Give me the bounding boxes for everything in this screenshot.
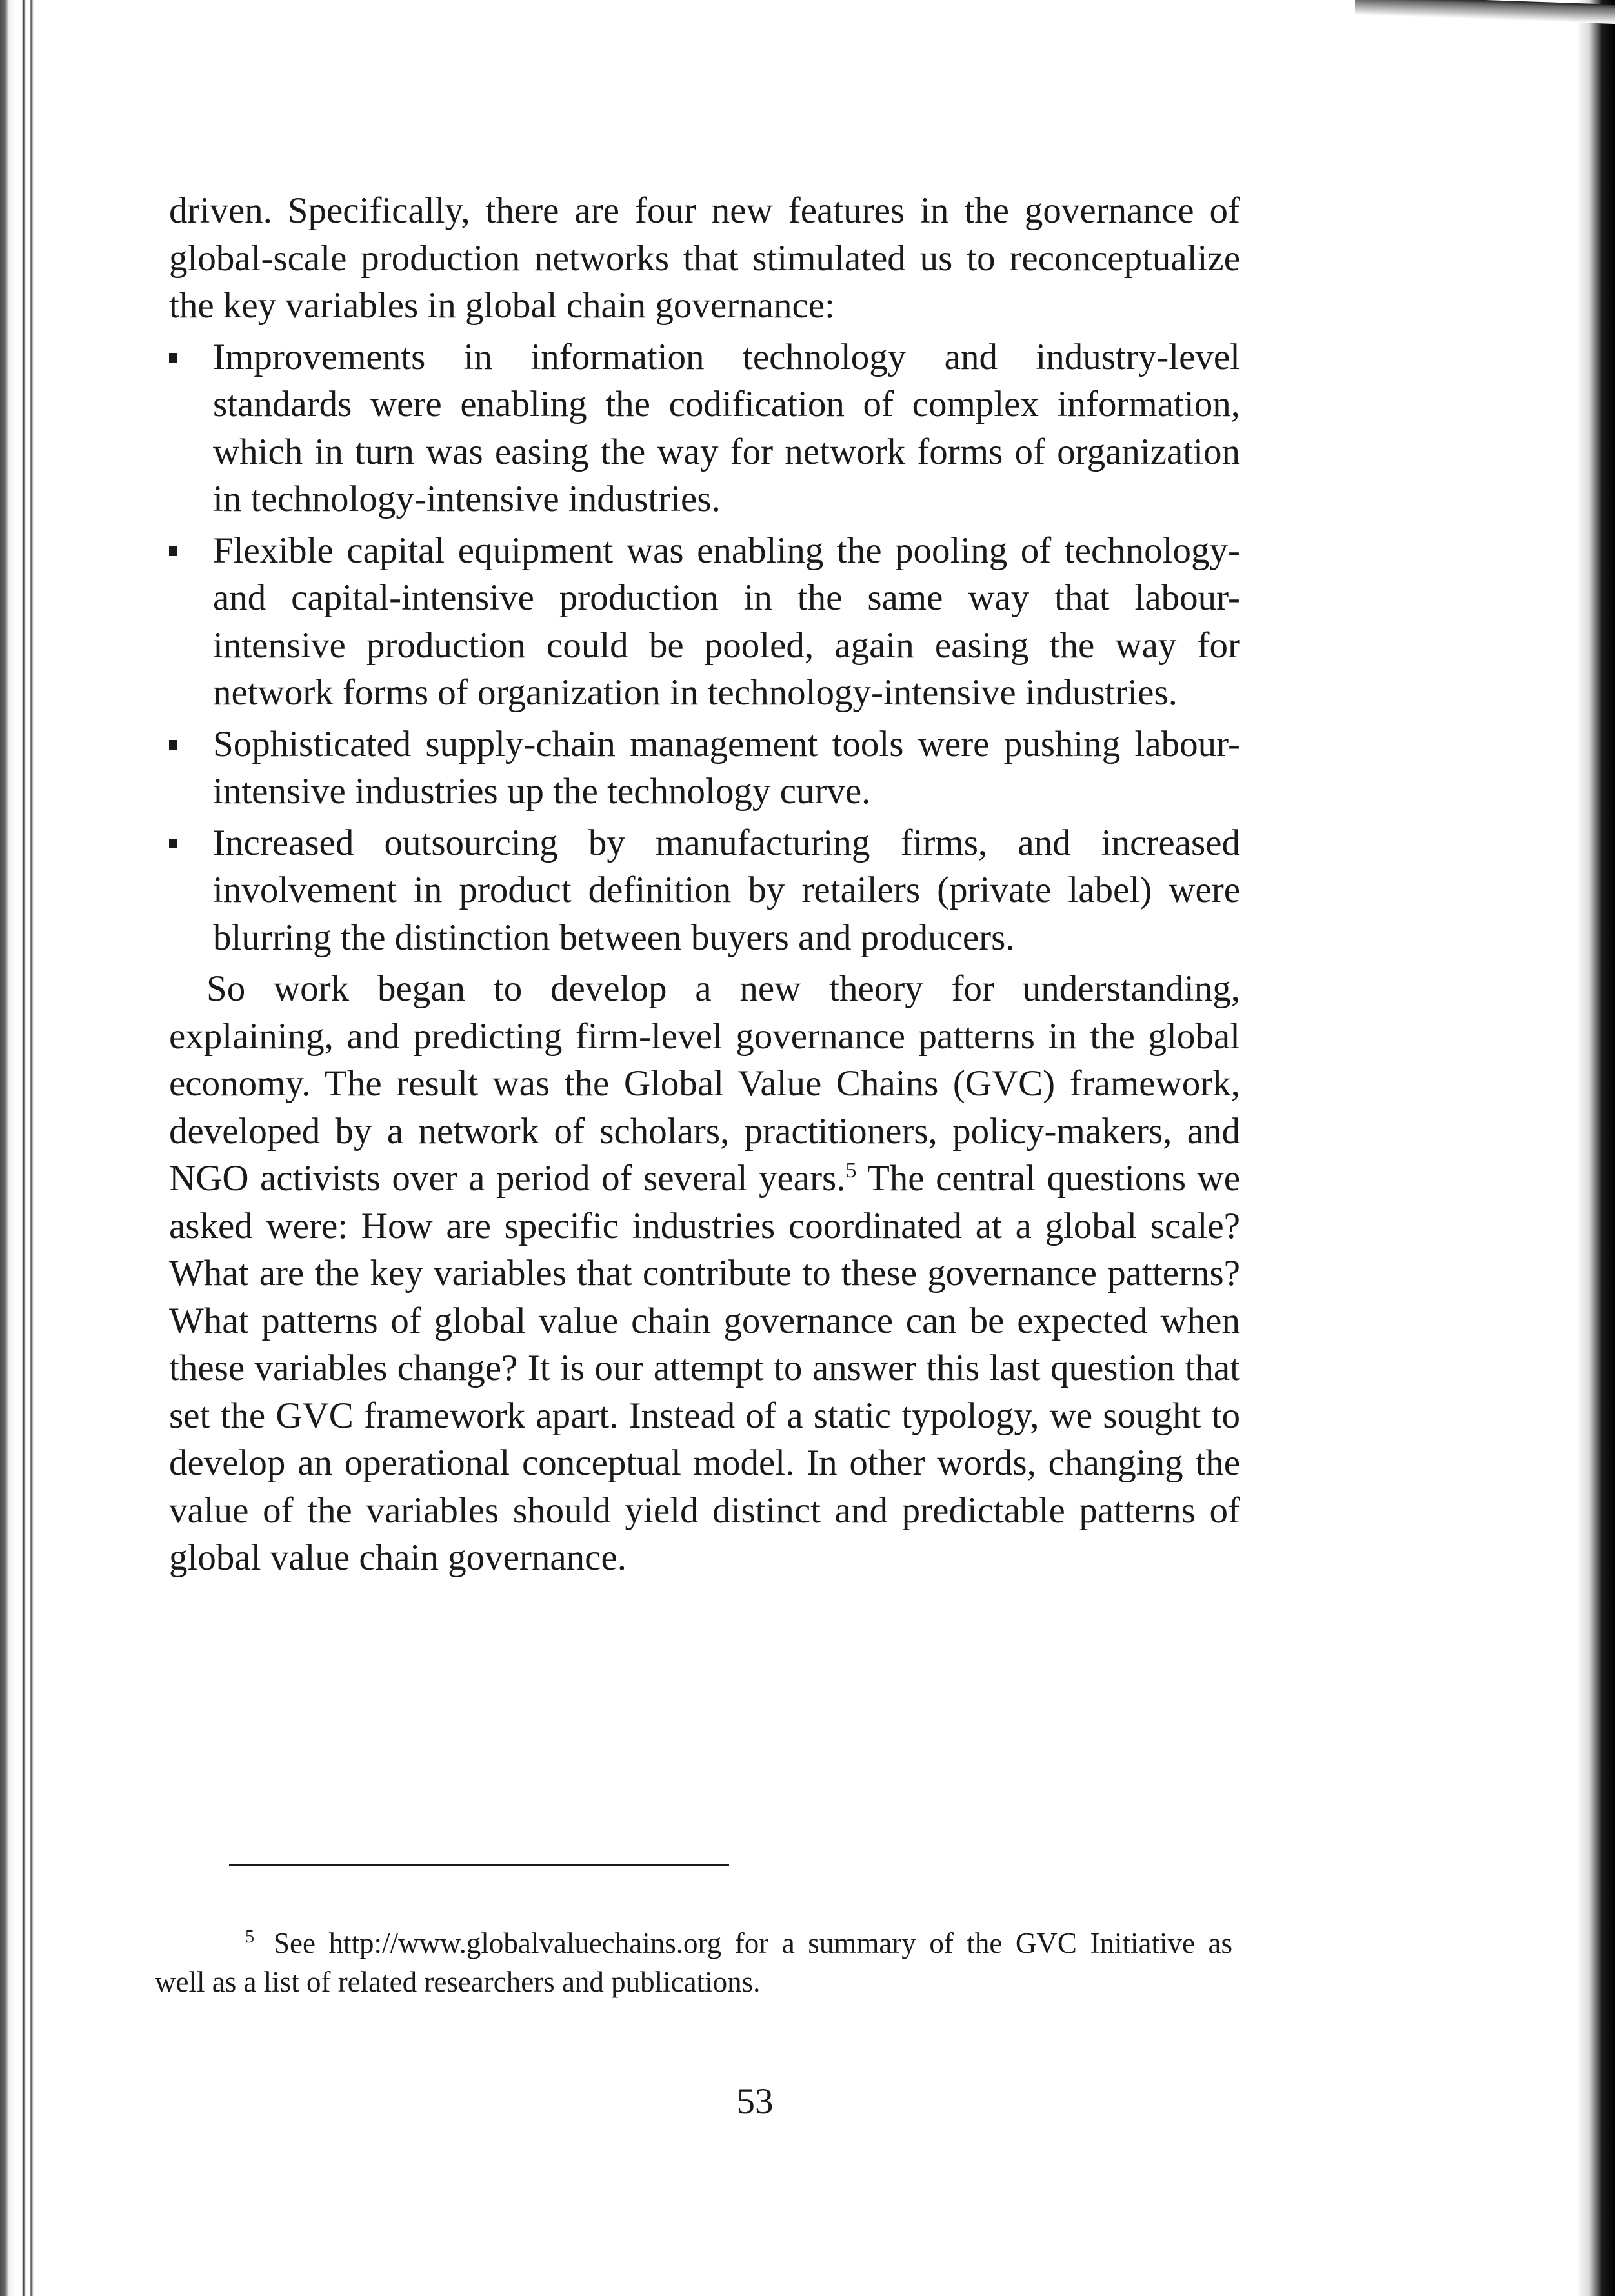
feature-list: [169, 334, 1240, 962]
list-item-text: Sophisticated supply-chain management tools were pushing labour-intensive industries up the technology curve.: [213, 723, 1240, 812]
bullet-square-icon: [169, 740, 177, 750]
main-paragraph: [169, 965, 1240, 1582]
scan-binding-edge: [0, 0, 77, 2296]
main-paragraph-part1: So work began to develop a new theory for understanding, explaining, and predicting firm-level governance patterns in the global economy. The result was the Global Value Chains (GVC) framework, developed by a network of scholars, practitioners, policy-makers, and NGO activists over a period of several years.: [169, 968, 1240, 1199]
scan-top-shadow: [1355, 0, 1615, 24]
list-item-text: Flexible capital equipment was enabling the pooling of technology- and capital-intensive production in the same way that labour-intensive production could be pooled, again easing the way for network forms of organization in technology-intensive industries.: [213, 530, 1240, 713]
intro-paragraph: driven. Specifically, there are four new features in the governance of global-scale production networks that stimulated us to reconceptualize the key variables in global chain governance:: [169, 190, 1240, 326]
list-item-text: Increased outsourcing by manufacturing firms, and increased involvement in product definition by retailers (private label) were blurring the distinction between buyers and producers.: [213, 822, 1240, 958]
footnote-divider: [229, 1864, 729, 1866]
list-item-text: Improvements in information technology and industry-level standards were enabling the codification of complex information, which in turn was easing the way for network forms of organization in technology-intensive industries.: [213, 336, 1240, 519]
footnote-reference[interactable]: 5: [845, 1159, 857, 1183]
footnote-text: See http://www.globalvaluechains.org for a summary of the GVC Initiative as well as a list of related researchers and publications.: [155, 1927, 1232, 1998]
page-number: 53: [736, 2081, 774, 2122]
scan-right-edge: [1576, 0, 1615, 2296]
list-item: [169, 721, 1240, 815]
footnote-mark: 5: [245, 1927, 254, 1947]
page-body: [169, 187, 1240, 1582]
footnote: [155, 1924, 1232, 2001]
bullet-square-icon: [169, 546, 177, 556]
list-item: [169, 334, 1240, 523]
list-item: [169, 527, 1240, 717]
list-item: [169, 819, 1240, 962]
bullet-square-icon: [169, 839, 177, 848]
main-paragraph-part2: The central questions we asked were: How are specific industries coordinated at a global scale? What are the key variables that contribute to these governance patterns? What patterns of global value chain governance can be expected when these variables change? It is our attempt to answer this last question that set the GVC framework apart. Instead of a static typology, we sought to develop an operational conceptual model. In other words, changing the value of the variables should yield distinct and predictable patterns of global value chain governance.: [169, 1158, 1240, 1578]
bullet-square-icon: [169, 353, 177, 363]
